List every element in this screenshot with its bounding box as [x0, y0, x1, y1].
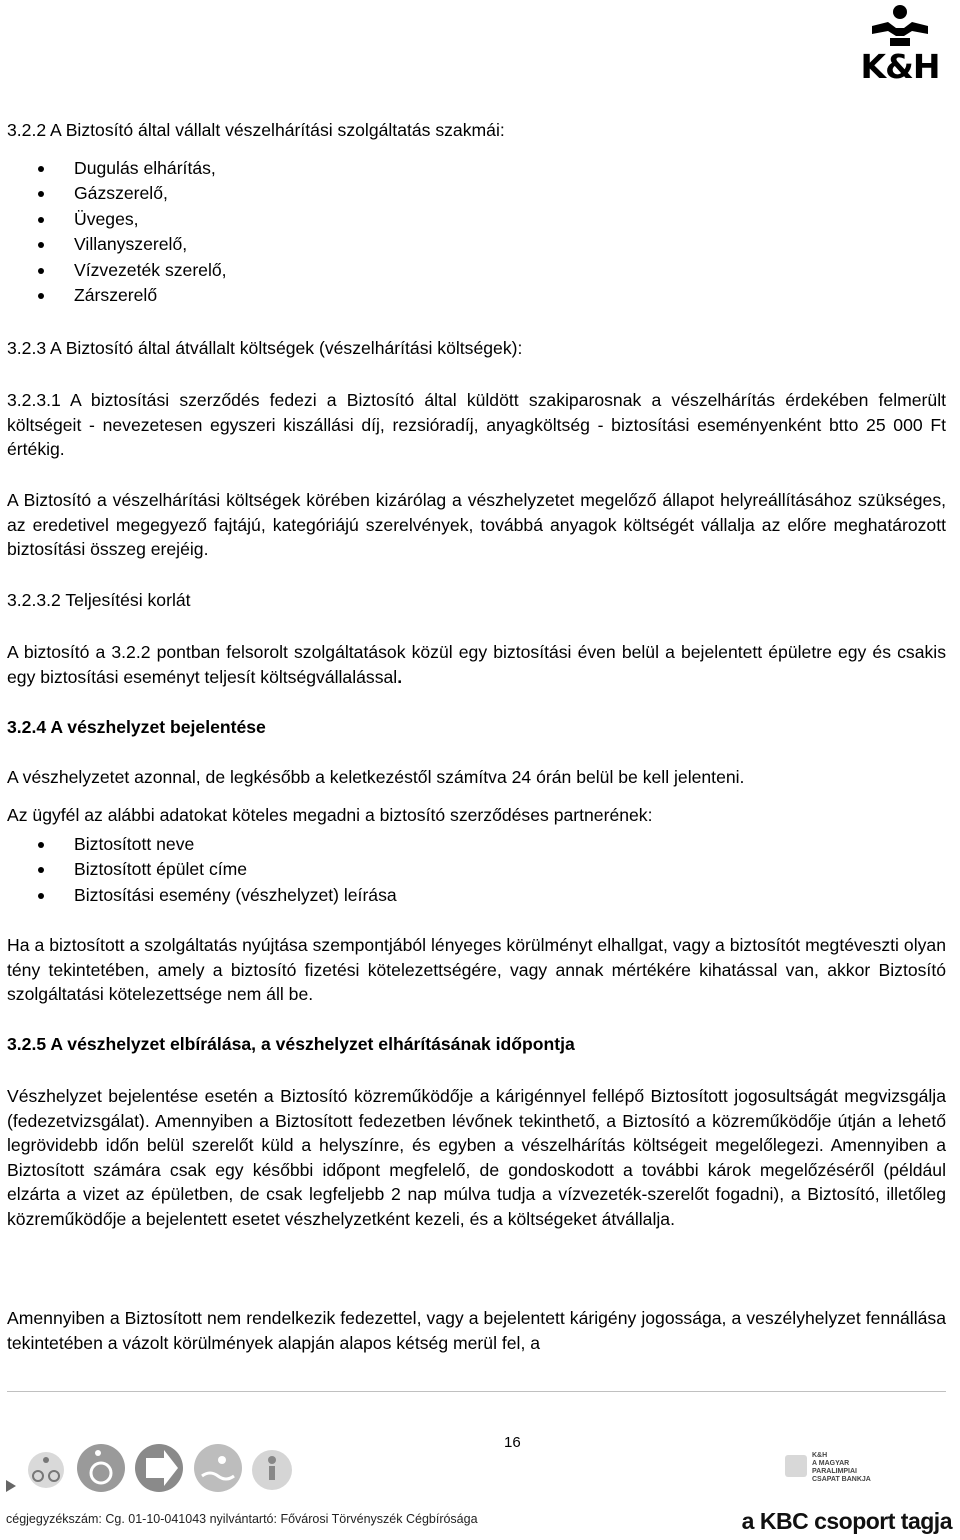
arrow-small-icon: [6, 1480, 16, 1492]
list-item: Villanyszerelő,: [0, 232, 227, 257]
list-item: Dugulás elhárítás,: [0, 156, 227, 181]
heading-324: 3.2.4 A vészhelyzet bejelentése: [7, 717, 266, 737]
kh-logo-mark-icon: [868, 4, 932, 48]
list-324: [0, 832, 397, 908]
company-registry: cégjegyzékszám: Cg. 01-10-041043 nyilvántartó: Fővárosi Törvényszék Cégbírósága: [6, 1512, 478, 1526]
list-322: [0, 156, 227, 308]
list-item: Vízvezeték szerelő,: [0, 258, 227, 283]
list-item: Biztosítási esemény (vészhelyzet) leírása: [0, 883, 397, 908]
paragraph-limit-dot: .: [397, 666, 403, 687]
list-item: Biztosított épület címe: [0, 857, 397, 882]
paragraph-conceal: Ha a biztosított a szolgáltatás nyújtása szempontjából lényeges körülményt elhallgat, vagy a biztosítót megtéveszti olyan tény tekintetében, amely a biztosító fizetési kötelezettségére, vagy annak mértékére kihatással van, akkor Biztosító szolgáltatási kötelezettsége nem áll be.: [7, 935, 946, 1004]
heading-3232: 3.2.3.2 Teljesítési korlát: [7, 590, 191, 610]
footer-divider: [7, 1391, 946, 1392]
kh-logo: [846, 4, 954, 86]
kbc-group-label: a KBC csoport tagja: [741, 1508, 952, 1534]
paragraph-report: A vészhelyzetet azonnal, de legkésőbb a keletkezéstől számítva 24 órán belül be kell jelenteni.: [7, 767, 745, 787]
badge-line: CSAPAT BANKJA: [812, 1476, 871, 1483]
paragraph-nocover: Amennyiben a Biztosított nem rendelkezik fedezettel, vagy a bejelentett kárigény jogossága, a veszélyhelyzet fennállása tekintetében a vázolt körülmények alapján alapos kétség merül fel, a: [7, 1308, 946, 1353]
badge-line: A MAGYAR: [812, 1460, 850, 1467]
bike-icon: [28, 1452, 64, 1488]
list-item: Üveges,: [0, 207, 227, 232]
list-item: Biztosított neve: [0, 832, 397, 857]
arrow-right-icon: [135, 1444, 183, 1492]
kh-logo-text: K&H: [860, 47, 940, 86]
swimmer-icon: [194, 1444, 242, 1492]
badge-line: PARALIMPIAI: [812, 1468, 857, 1475]
paragraph-limit: [7, 640, 946, 689]
paragraph-costs: A Biztosító a vészelhárítási költségek körében kizárólag a vészhelyzetet megelőző állapot helyreállításához szükséges, az eredetivel megegyező fajtájú, kategóriájú szerelvények, továbbá anyagok költségét vállalja az előre meghatározott biztosítási összeg erejéig.: [7, 490, 946, 559]
heading-325: 3.2.5 A vészhelyzet elbírálása, a vészhelyzet elhárításának időpontja: [7, 1034, 575, 1054]
heading-322: 3.2.2 A Biztosító által vállalt vészelhárítási szolgáltatás szakmái:: [7, 120, 505, 140]
wheelchair-icon: [77, 1444, 125, 1492]
footer-icons: [6, 1440, 296, 1498]
paralympic-badge: [812, 1452, 876, 1502]
paragraph-limit-text: A biztosító a 3.2.2 pontban felsorolt szolgáltatások közül egy biztosítási éven belül a bejelentett épületre egy és csakis egy biztosítási eseményt teljesít költségvállalással: [7, 642, 946, 687]
paragraph-client: Az ügyfél az alábbi adatokat köteles megadni a biztosító szerződéses partnerének:: [7, 805, 653, 825]
list-item: Gázszerelő,: [0, 181, 227, 206]
paragraph-3231: 3.2.3.1 A biztosítási szerződés fedezi a Biztosító által küldött szakiparosnak a vészelhárítás érdekében felmerült költségeit - nevezetesen egyszeri kiszállási díj, rezsióradíj, anyagköltség - biztosítási eseményenként btto 25 000 Ft értékig.: [7, 390, 946, 459]
figure-icon: [252, 1450, 292, 1490]
badge-line: K&H: [812, 1452, 828, 1459]
page-number: 16: [504, 1434, 521, 1451]
paragraph-assess: Vészhelyzet bejelentése esetén a Biztosító közreműködője a kárigénnyel fellépő Biztosított jogosultságát megvizsgálja (fedezetvizsgálat). Amennyiben a Biztosított fedezetben lévőnek tekinthető, a Biztosító a közreműködője útján a lehető legrövidebb időn belül szerelőt küld a helyszínre, és egyben a vészelhárítás költségeit megelőlegezi. Amennyiben a Biztosított számára csak egy későbbi időpont megfelelő, de gondoskodott a további károk megelőzéséről (például elzárta a vizet az épületben, de csak legfeljebb 2 nap múlva tudja a vízvezeték-szerelőt fogadni), a Biztosító, illetőleg közreműködője a bejelentett esetet vészhelyzetként kezeli, és a költségeket átvállalja.: [7, 1086, 946, 1229]
list-item: Zárszerelő: [0, 283, 227, 308]
heading-323: 3.2.3 A Biztosító által átvállalt költségek (vészelhárítási költségek):: [7, 338, 523, 358]
paralympic-logo-icon: [785, 1455, 807, 1477]
